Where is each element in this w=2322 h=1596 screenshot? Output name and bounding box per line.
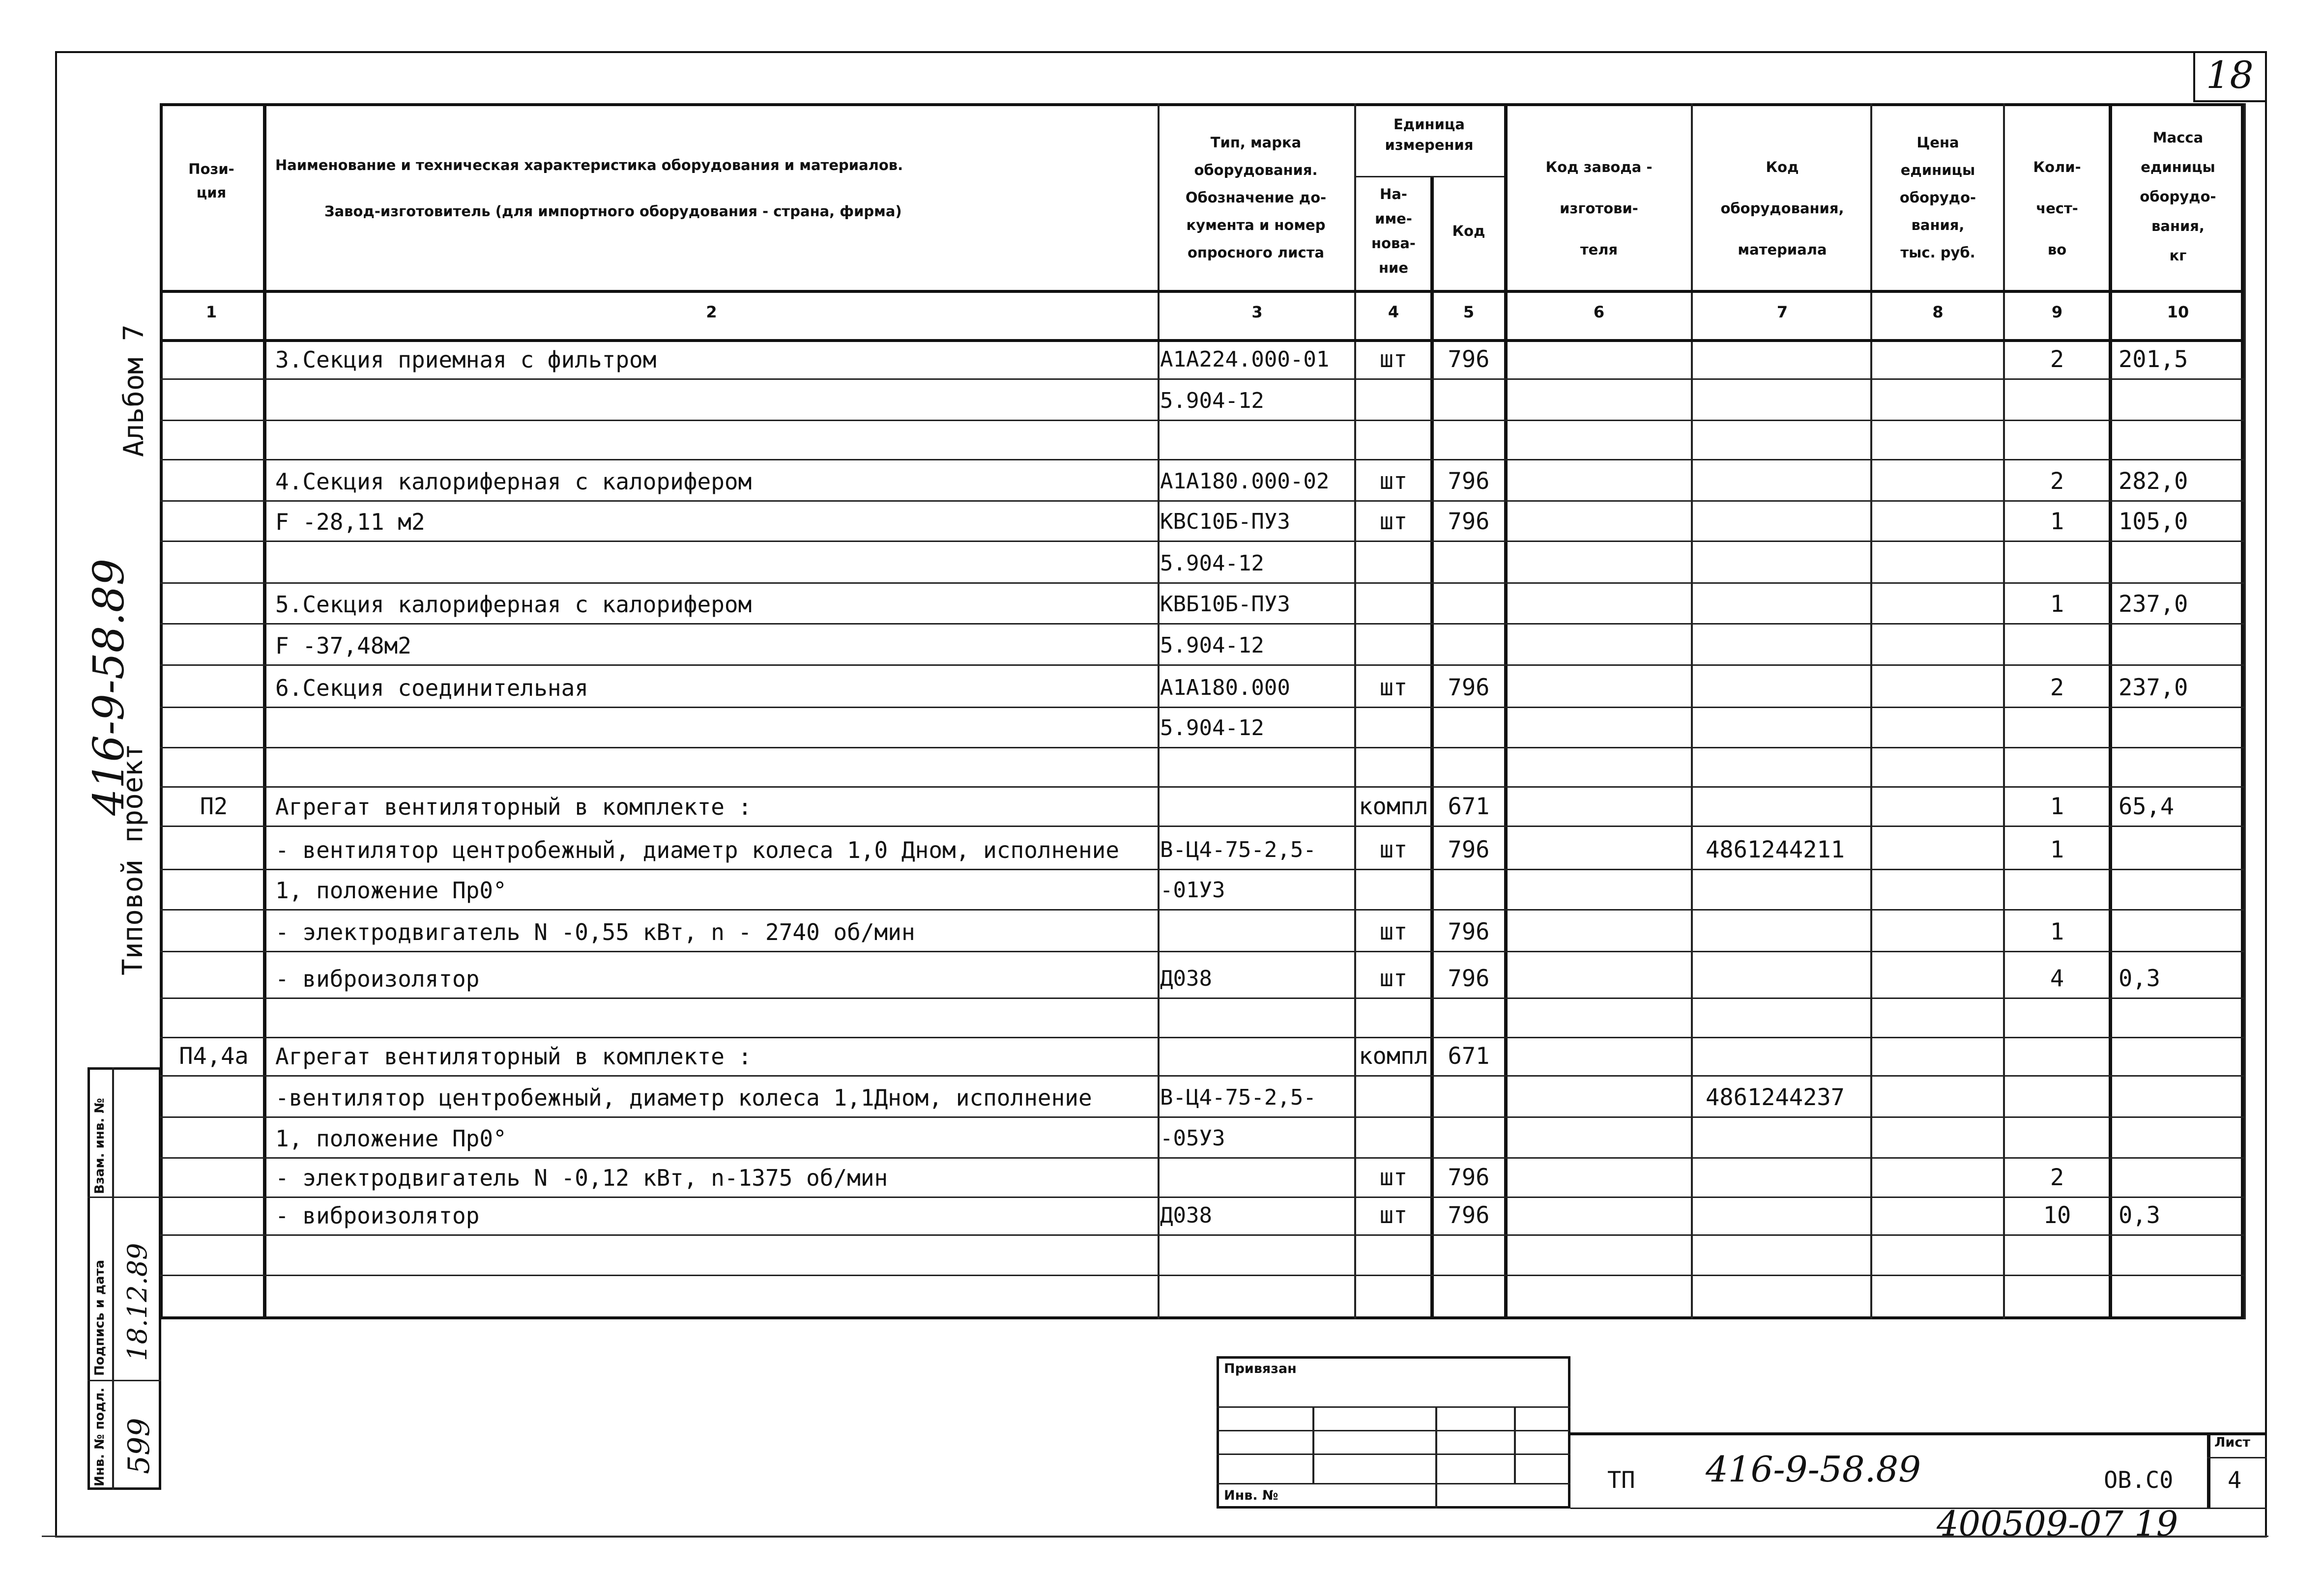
table-cell-eqcode: 4861244237 <box>1706 1084 1845 1111</box>
table-cell-pos: П4,4а <box>179 1043 249 1070</box>
table-cell-qty: 2 <box>2050 1164 2064 1191</box>
table-row-line <box>160 541 2244 542</box>
table-cell-type: КВБ10Б-ПУЗ <box>1160 592 1290 617</box>
table-row-line <box>160 459 2244 460</box>
tp-label: ТП <box>1607 1467 1635 1494</box>
table-cell-name: - вентилятор центробежный, диаметр колеса 1,0 Дном, исполнение <box>275 837 1120 863</box>
table-cell-unit: шт <box>1379 674 1408 701</box>
table-cell-type: 5.904-12 <box>1160 551 1264 576</box>
stamp-inv-podl: Инв. № подл. <box>92 1387 107 1486</box>
table-cell-qty: 2 <box>2050 674 2064 701</box>
header-name-b: Завод-изготовитель (для импортного оборудования - страна, фирма) <box>324 203 902 220</box>
table-cell-type: А1А180.000-02 <box>1160 469 1330 494</box>
col-num-3: 3 <box>1251 303 1263 321</box>
table-cell-pos: П2 <box>200 793 228 820</box>
table-row-line <box>160 951 2244 952</box>
table-row-line <box>160 869 2244 870</box>
table-cell-name: F -28,11 м2 <box>275 509 425 535</box>
doc-code: ОВ.С0 <box>2104 1467 2174 1494</box>
table-cell-type: 5.904-12 <box>1160 388 1264 413</box>
header-position: Пози- ция <box>188 161 234 201</box>
table-cell-name: - электродвигатель N -0,12 кВт, n-1375 об/мин <box>275 1165 888 1191</box>
inv-no-label: Инв. № <box>1224 1488 1278 1503</box>
table-cell-unit: компл <box>1359 793 1428 820</box>
table-cell-qty: 4 <box>2050 965 2064 992</box>
table-cell-type: 5.904-12 <box>1160 715 1264 741</box>
header-price: Цена единицы оборудо- вания, тыс. руб. <box>1899 134 1976 261</box>
table-cell-qty: 1 <box>2050 591 2064 618</box>
table-cell-code: 796 <box>1448 346 1490 373</box>
header-mass: Масса единицы оборудо- вания, кг <box>2140 129 2216 264</box>
table-cell-type: 5.904-12 <box>1160 633 1264 658</box>
table-cell-name: 3.Секция приемная с фильтром <box>275 346 657 373</box>
table-cell-mass: 65,4 <box>2119 793 2175 820</box>
stamp-podpis-data: Подпись и дата <box>92 1259 107 1376</box>
table-cell-code: 796 <box>1448 674 1490 701</box>
table-row-line <box>160 1234 2244 1236</box>
table-cell-unit: шт <box>1379 1164 1408 1191</box>
album-label: Альбом 7 <box>118 324 150 457</box>
doc-number: 416-9-58.89 <box>1706 1449 1921 1490</box>
table-cell-name: Агрегат вентиляторный в комплекте : <box>275 794 752 820</box>
table-row-line <box>160 1075 2244 1077</box>
table-cell-name: 6.Секция соединительная <box>275 675 588 701</box>
table-cell-name: 5.Секция калориферная с калорифером <box>275 591 752 618</box>
table-cell-name: 1, положение Пр0° <box>275 1125 507 1152</box>
table-row-line <box>160 1275 2244 1276</box>
table-cell-unit: шт <box>1379 965 1408 992</box>
table-cell-unit: шт <box>1379 508 1408 535</box>
table-row-line <box>160 707 2244 708</box>
table-cell-name: -вентилятор центробежный, диаметр колеса 1,1Дном, исполнение <box>275 1084 1092 1111</box>
header-equipment-code: Код оборудования, материала <box>1720 159 1844 258</box>
table-row-line <box>160 998 2244 999</box>
table-row-line <box>160 747 2244 748</box>
table-cell-name: F -37,48м2 <box>275 632 411 659</box>
table-cell-unit: шт <box>1379 346 1408 373</box>
project-number-side: 416-9-58.89 <box>85 558 134 816</box>
table-cell-qty: 1 <box>2050 918 2064 945</box>
table-row-line <box>160 1037 2244 1038</box>
table-cell-mass: 0,3 <box>2119 1202 2160 1229</box>
col-num-5: 5 <box>1463 303 1475 321</box>
table-cell-code: 796 <box>1448 965 1490 992</box>
col-num-10: 10 <box>2167 303 2189 321</box>
table-cell-qty: 10 <box>2043 1202 2071 1229</box>
stamp-sign-date: 18.12.89 <box>122 1243 153 1361</box>
table-row-line <box>160 1157 2244 1159</box>
table-cell-type: В-Ц4-75-2,5- <box>1160 837 1316 862</box>
privyazan-box <box>1217 1356 1570 1509</box>
header-unit: Единица измерения <box>1385 116 1474 153</box>
table-cell-type: А1А224.000-01 <box>1160 347 1330 372</box>
table-row-line <box>160 623 2244 625</box>
table-cell-name: 1, положение Пр0° <box>275 877 507 904</box>
table-cell-code: 796 <box>1448 918 1490 945</box>
table-cell-qty: 1 <box>2050 793 2064 820</box>
table-cell-qty: 2 <box>2050 346 2064 373</box>
table-cell-type: А1А180.000 <box>1160 675 1290 700</box>
table-cell-code: 671 <box>1448 1043 1490 1070</box>
table-cell-unit: компл <box>1359 1043 1428 1070</box>
col-num-2: 2 <box>706 303 717 321</box>
table-cell-type: Д038 <box>1160 1203 1212 1228</box>
table-row-line <box>160 378 2244 380</box>
table-cell-mass: 201,5 <box>2119 346 2188 373</box>
table-cell-unit: шт <box>1379 918 1408 945</box>
table-row-line <box>160 1116 2244 1118</box>
table-cell-mass: 105,0 <box>2119 508 2188 535</box>
sheet-corner-number: 18 <box>2206 53 2254 97</box>
table-cell-mass: 282,0 <box>2119 468 2188 495</box>
col-num-9: 9 <box>2051 303 2063 321</box>
stamp-inv-number: 599 <box>122 1418 156 1474</box>
table-row-line <box>160 420 2244 421</box>
table-cell-type: Д038 <box>1160 966 1212 991</box>
header-unit-code: Код <box>1452 223 1485 239</box>
table-row-line <box>160 786 2244 788</box>
table-cell-unit: шт <box>1379 1202 1408 1229</box>
table-cell-code: 796 <box>1448 508 1490 535</box>
table-cell-unit: шт <box>1379 836 1408 863</box>
list-label: Лист <box>2214 1435 2250 1450</box>
col-num-1: 1 <box>205 303 217 321</box>
table-cell-mass: 237,0 <box>2119 674 2188 701</box>
table-cell-mass: 0,3 <box>2119 965 2160 992</box>
table-cell-code: 796 <box>1448 1202 1490 1229</box>
stamp-vzam-inv: Взам. инв. № <box>92 1098 107 1194</box>
col-num-4: 4 <box>1388 303 1399 321</box>
table-row-line <box>160 664 2244 666</box>
table-row-line <box>160 826 2244 827</box>
table-cell-type: -05У3 <box>1160 1126 1225 1151</box>
table-row-line <box>160 500 2244 502</box>
col-num-8: 8 <box>1932 303 1944 321</box>
table-cell-eqcode: 4861244211 <box>1706 836 1845 863</box>
privyazan-label: Привязан <box>1224 1361 1297 1376</box>
table-cell-qty: 2 <box>2050 468 2064 495</box>
table-cell-name: - виброизолятор <box>275 966 480 992</box>
table-cell-code: 796 <box>1448 468 1490 495</box>
table-cell-name: - виброизолятор <box>275 1202 480 1229</box>
col-num-6: 6 <box>1593 303 1605 321</box>
table-row-line <box>160 1197 2244 1198</box>
header-factory-code: Код завода - изготови- теля <box>1545 159 1653 258</box>
table-cell-name: - электродвигатель N -0,55 кВт, n - 2740 об/мин <box>275 919 915 945</box>
table-cell-mass: 237,0 <box>2119 591 2188 618</box>
header-name-a: Наименование и техническая характеристика оборудования и материалов. <box>275 157 903 173</box>
table-row-line <box>160 909 2244 911</box>
table-row-line <box>160 582 2244 584</box>
project-label: Типовой проект <box>117 743 149 975</box>
table-cell-name: Агрегат вентиляторный в комплекте : <box>275 1043 752 1070</box>
header-unit-name: На- име- нова- ние <box>1371 186 1416 276</box>
table-cell-qty: 1 <box>2050 836 2064 863</box>
table-cell-code: 671 <box>1448 793 1490 820</box>
table-cell-code: 796 <box>1448 1164 1490 1191</box>
table-cell-code: 796 <box>1448 836 1490 863</box>
table-cell-name: 4.Секция калориферная с калорифером <box>275 468 752 495</box>
table-cell-type: В-Ц4-75-2,5- <box>1160 1085 1316 1110</box>
footer-handwritten: 400509-07 19 <box>1937 1504 2178 1544</box>
table-cell-type: КВС10Б-ПУЗ <box>1160 509 1290 534</box>
table-cell-unit: шт <box>1379 468 1408 495</box>
header-type: Тип, марка оборудования. Обозначение до- кумента и номер опросного листа <box>1185 134 1327 261</box>
header-quantity: Коли- чест- во <box>2033 159 2081 258</box>
list-value: 4 <box>2228 1467 2242 1494</box>
table-cell-qty: 1 <box>2050 508 2064 535</box>
table-cell-type: -01У3 <box>1160 878 1225 903</box>
col-num-7: 7 <box>1776 303 1788 321</box>
